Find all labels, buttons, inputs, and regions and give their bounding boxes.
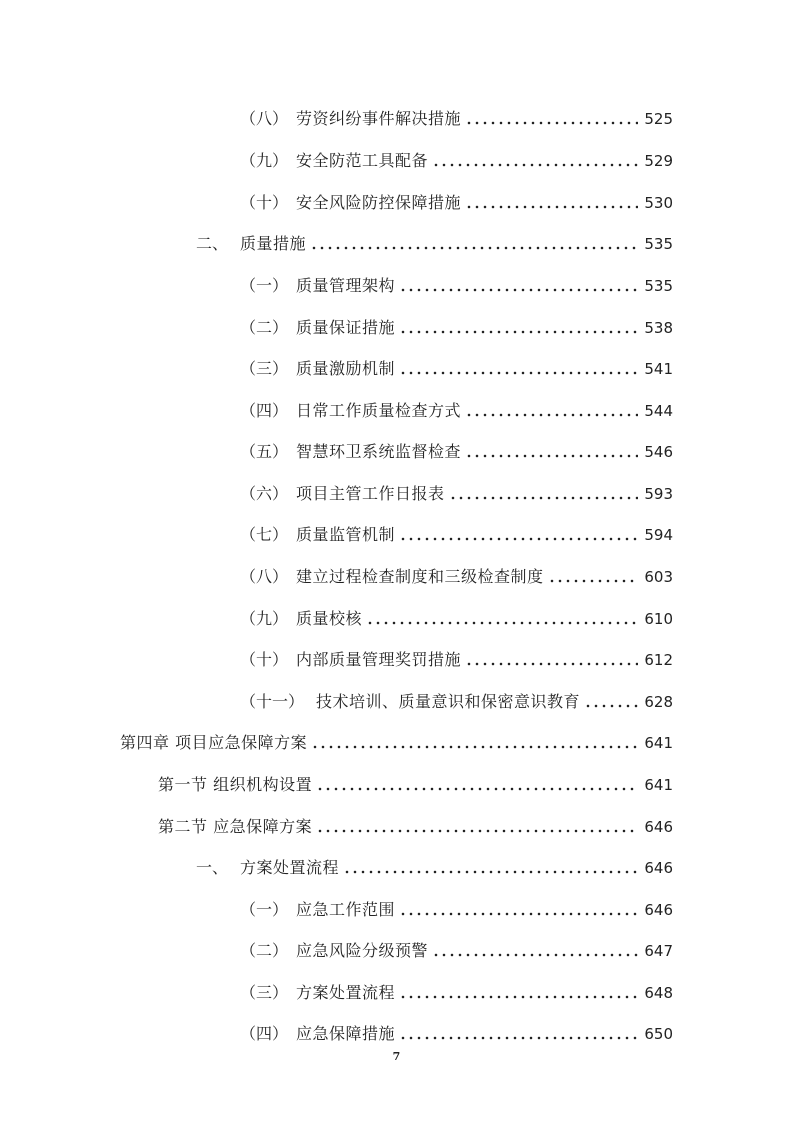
toc-entry[interactable]	[240, 397, 673, 421]
toc-entry-title: 第四章 项目应急保障方案	[120, 733, 308, 752]
toc-entry-page: 646	[644, 901, 673, 919]
toc-entry-title: 方案处置流程	[296, 983, 396, 1002]
toc-entry[interactable]	[196, 230, 673, 254]
toc-entry-title: 安全风险防控保障措施	[296, 193, 462, 212]
toc-entry-title: 技术培训、质量意识和保密意识教育	[316, 692, 581, 711]
toc-entry[interactable]	[240, 688, 673, 712]
toc-dot-leader	[465, 197, 638, 209]
toc-entry-page: 529	[644, 152, 673, 170]
toc-dot-leader	[548, 571, 639, 583]
toc-entry-number: （九）	[240, 151, 289, 170]
toc-dot-leader	[366, 613, 638, 625]
toc-entry-title: 建立过程检查制度和三级检查制度	[296, 567, 544, 586]
toc-entry-number: 二、	[196, 234, 229, 253]
toc-dot-leader	[343, 862, 638, 874]
toc-entry[interactable]	[196, 854, 673, 878]
toc-entry-page: 525	[644, 110, 673, 128]
toc-entry-title: 项目主管工作日报表	[296, 484, 445, 503]
toc-entry-title: 劳资纠纷事件解决措施	[296, 109, 462, 128]
toc-entry[interactable]	[240, 563, 673, 587]
page-number: 7	[392, 1050, 401, 1063]
toc-entry[interactable]	[240, 314, 673, 338]
toc-entry-number: （三）	[240, 359, 289, 378]
toc-dot-leader	[465, 113, 638, 125]
toc-entry-title: 应急工作范围	[296, 900, 396, 919]
toc-entry-title: 内部质量管理奖罚措施	[296, 650, 462, 669]
toc-entry-title: 方案处置流程	[240, 858, 340, 877]
toc-entry[interactable]	[240, 896, 673, 920]
toc-entry-page: 628	[644, 693, 673, 711]
toc-entry-page: 546	[644, 443, 673, 461]
toc-dot-leader	[399, 322, 638, 334]
toc-entry-title: 质量管理架构	[296, 276, 396, 295]
toc-entry-page: 603	[644, 568, 673, 586]
toc-dot-leader	[584, 696, 638, 708]
toc-entry-number: 一、	[196, 858, 229, 877]
toc-entry-number: （五）	[240, 442, 289, 461]
toc-entry-title: 质量措施	[240, 234, 307, 253]
toc-entry[interactable]	[240, 937, 673, 961]
toc-entry[interactable]	[240, 438, 673, 462]
toc-dot-leader	[399, 1028, 638, 1040]
toc-entry-title: 安全防范工具配备	[296, 151, 429, 170]
toc-dot-leader	[432, 945, 638, 957]
toc-entry-title: 质量保证措施	[296, 318, 396, 337]
toc-entry-page: 593	[644, 485, 673, 503]
toc-entry[interactable]	[240, 605, 673, 629]
toc-entry-number: （十一）	[240, 692, 305, 711]
toc-entry-page: 612	[644, 651, 673, 669]
toc-entry-page: 646	[644, 818, 673, 836]
toc-entry-page: 650	[644, 1025, 673, 1043]
toc-entry-chapter[interactable]	[120, 729, 673, 753]
toc-entry-number: （八）	[240, 109, 289, 128]
toc-entry-page: 541	[644, 360, 673, 378]
toc-entry-number: （三）	[240, 983, 289, 1002]
toc-entry-page: 544	[644, 402, 673, 420]
toc-entry-title: 日常工作质量检查方式	[296, 401, 462, 420]
toc-entry-page: 647	[644, 942, 673, 960]
toc-entry-title: 第二节 应急保障方案	[158, 817, 313, 836]
toc-dot-leader	[465, 446, 638, 458]
toc-entry-number: （九）	[240, 609, 289, 628]
toc-dot-leader	[399, 904, 638, 916]
toc-entry-number: （六）	[240, 484, 289, 503]
toc-dot-leader	[316, 779, 638, 791]
toc-entry-number: （二）	[240, 941, 289, 960]
toc-entry[interactable]	[240, 355, 673, 379]
toc-entry-page: 646	[644, 859, 673, 877]
toc-entry-page: 648	[644, 984, 673, 1002]
toc-entry[interactable]	[240, 480, 673, 504]
toc-dot-leader	[316, 821, 638, 833]
toc-entry-title: 智慧环卫系统监督检查	[296, 442, 462, 461]
toc-entry-page: 535	[644, 277, 673, 295]
toc-entry[interactable]	[240, 105, 673, 129]
toc-entry-number: （四）	[240, 401, 289, 420]
toc-entry[interactable]	[240, 147, 673, 171]
toc-entry-page: 641	[644, 776, 673, 794]
toc-dot-leader	[399, 363, 638, 375]
toc-entry-title: 质量监管机制	[296, 525, 396, 544]
toc-dot-leader	[399, 280, 638, 292]
toc-dot-leader	[465, 405, 638, 417]
toc-dot-leader	[399, 529, 638, 541]
toc-entry-page: 538	[644, 319, 673, 337]
toc-entry-page: 535	[644, 235, 673, 253]
toc-entry-number: （十）	[240, 650, 289, 669]
toc-entry-number: （二）	[240, 318, 289, 337]
toc-entry[interactable]	[240, 272, 673, 296]
toc-entry-title: 应急风险分级预警	[296, 941, 429, 960]
toc-entry-number: （十）	[240, 193, 289, 212]
toc-dot-leader	[449, 488, 639, 500]
toc-entry[interactable]	[240, 521, 673, 545]
toc-entry-section[interactable]	[158, 813, 673, 837]
toc-entry[interactable]	[240, 1020, 673, 1044]
toc-entry-page: 594	[644, 526, 673, 544]
toc-dot-leader	[465, 654, 638, 666]
toc-entry-title: 质量校核	[296, 609, 363, 628]
toc-entry[interactable]	[240, 646, 673, 670]
toc-dot-leader	[311, 737, 638, 749]
toc-entry-number: （一）	[240, 900, 289, 919]
toc-dot-leader	[432, 155, 638, 167]
toc-entry-page: 530	[644, 194, 673, 212]
toc-entry-page: 641	[644, 734, 673, 752]
toc-dot-leader	[310, 238, 638, 250]
toc-entry-title: 质量激励机制	[296, 359, 396, 378]
toc-entry-title: 第一节 组织机构设置	[158, 775, 313, 794]
toc-entry[interactable]	[240, 189, 673, 213]
toc-entry-number: （四）	[240, 1024, 289, 1043]
toc-entry-section[interactable]	[158, 771, 673, 795]
toc-entry[interactable]	[240, 979, 673, 1003]
toc-entry-page: 610	[644, 610, 673, 628]
toc-entry-number: （一）	[240, 276, 289, 295]
toc-entry-number: （七）	[240, 525, 289, 544]
toc-dot-leader	[399, 987, 638, 999]
toc-entry-title: 应急保障措施	[296, 1024, 396, 1043]
toc-entry-number: （八）	[240, 567, 289, 586]
